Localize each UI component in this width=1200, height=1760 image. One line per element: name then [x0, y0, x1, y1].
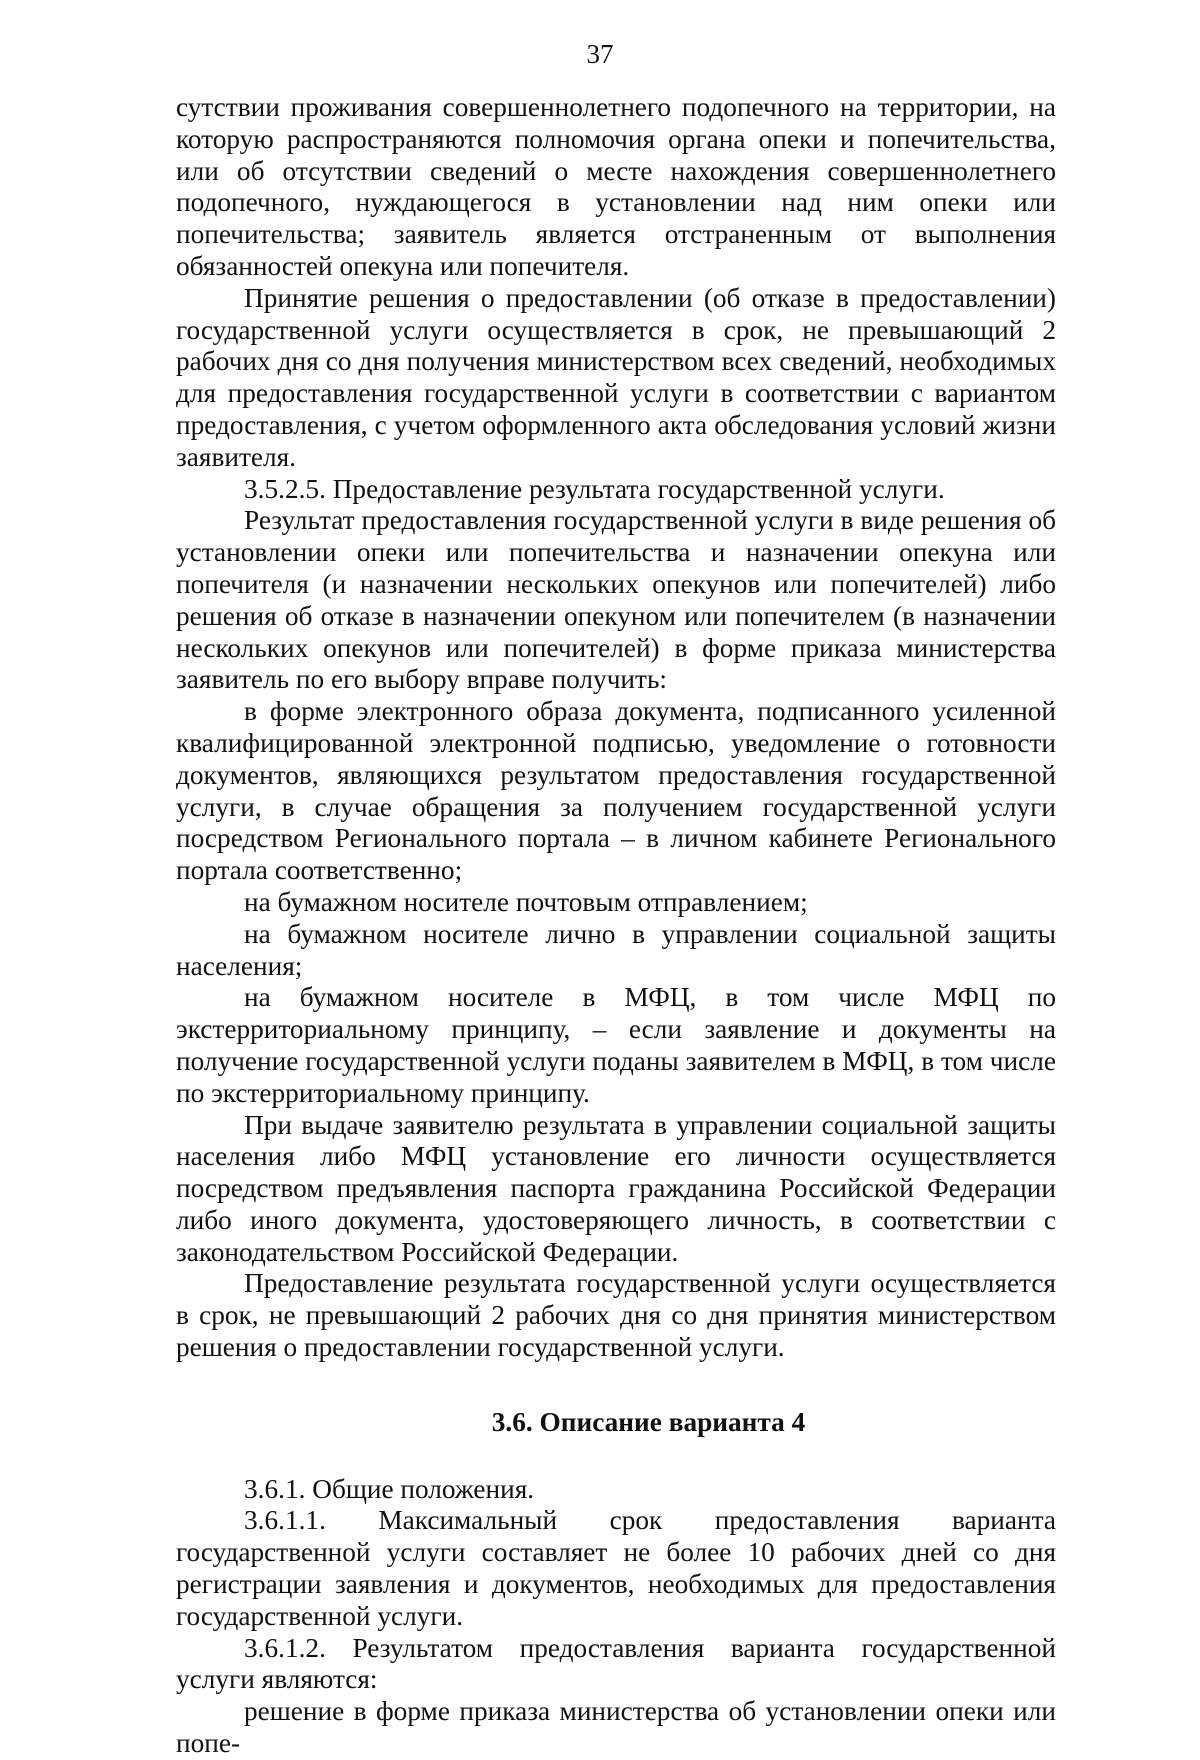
- list-item-in-person: на бумажном носителе лично в управлении социальной защиты населения;: [176, 918, 1056, 981]
- paragraph-decision-form: решение в форме приказа министерства об установлении опеки или попе-: [176, 1696, 1056, 1759]
- paragraph-decision-term: Принятие решения о предоставлении (об отказе в предоставлении) государственной услуги осуществляется в срок, не превышающий 2 рабочих дня со дня получения министерством всех сведений, необходимых для предоставления государственной услуги в соответствии с вариантом предоставления, с учетом оформленного акта обследования условий жизни заявителя.: [176, 282, 1056, 472]
- list-item-electronic: в форме электронного образа документа, подписанного усиленной квалифицированной электронной подписью, уведомление о готовности документов, являющихся результатом предоставления государственной услуги, в случае обращения за получением государственной услуги посредством Регионального портала – в личном кабинете Регионального портала соответственно;: [176, 696, 1056, 886]
- list-item-mfc: на бумажном носителе в МФЦ, в том числе МФЦ по экстерриториальному принципу, – если заявление и документы на получение государственной услуги поданы заявителем в МФЦ, в том числе по экстерриториальному принципу.: [176, 982, 1056, 1108]
- paragraph-clause-3-6-1-1: 3.6.1.1. Максимальный срок предоставления варианта государственной услуги составляет не более 10 рабочих дней со дня регистрации заявления и документов, необходимых для предоставления государственной услуги.: [176, 1505, 1056, 1631]
- paragraph-identity-check: При выдаче заявителю результата в управлении социальной защиты населения либо МФЦ установление его личности осуществляется посредством предъявления паспорта гражданина Российской Федерации либо иного документа, удостоверяющего личность, в соответствии с законодательством Российской Федерации.: [176, 1109, 1056, 1267]
- list-item-post: на бумажном носителе почтовым отправлением;: [244, 886, 808, 917]
- page-number: 37: [586, 39, 614, 69]
- paragraph-continuation: сутствии проживания совершеннолетнего подопечного на территории, на которую распространяются полномочия органа опеки и попечительства, или об отсутствии сведений о месте нахождения совершеннолетнего подопечного, нуждающегося в установлении над ним опеки или попечительства; заявитель является отстраненным от выполнения обязанностей опекуна или попечителя.: [176, 92, 1056, 281]
- document-body: [176, 92, 1056, 1760]
- paragraph-delivery-term: Предоставление результата государственной услуги осуществляется в срок, не превышающий 2 рабочих дня со дня принятия министерством решения о предоставлении государственной услуги.: [176, 1268, 1056, 1363]
- section-heading: 3.6. Описание варианта 4: [491, 1406, 806, 1437]
- paragraph-result-options: Результат предоставления государственной услуги в виде решения об установлении опеки или попечительства и назначении опекуна или попечителя (и назначении нескольких опекунов или попечителей) либо решения об отказе в назначении опекуном или попечителем (в назначении нескольких опекунов или попечителей) в форме приказа министерства заявитель по его выбору вправе получить:: [176, 505, 1056, 695]
- paragraph-clause-3-6-1-2: 3.6.1.2. Результатом предоставления варианта государственной услуги являются:: [176, 1632, 1056, 1695]
- paragraph-clause-3-5-2-5: 3.5.2.5. Предоставление результата государственной услуги.: [244, 473, 945, 504]
- paragraph-clause-3-6-1: 3.6.1. Общие положения.: [244, 1473, 535, 1504]
